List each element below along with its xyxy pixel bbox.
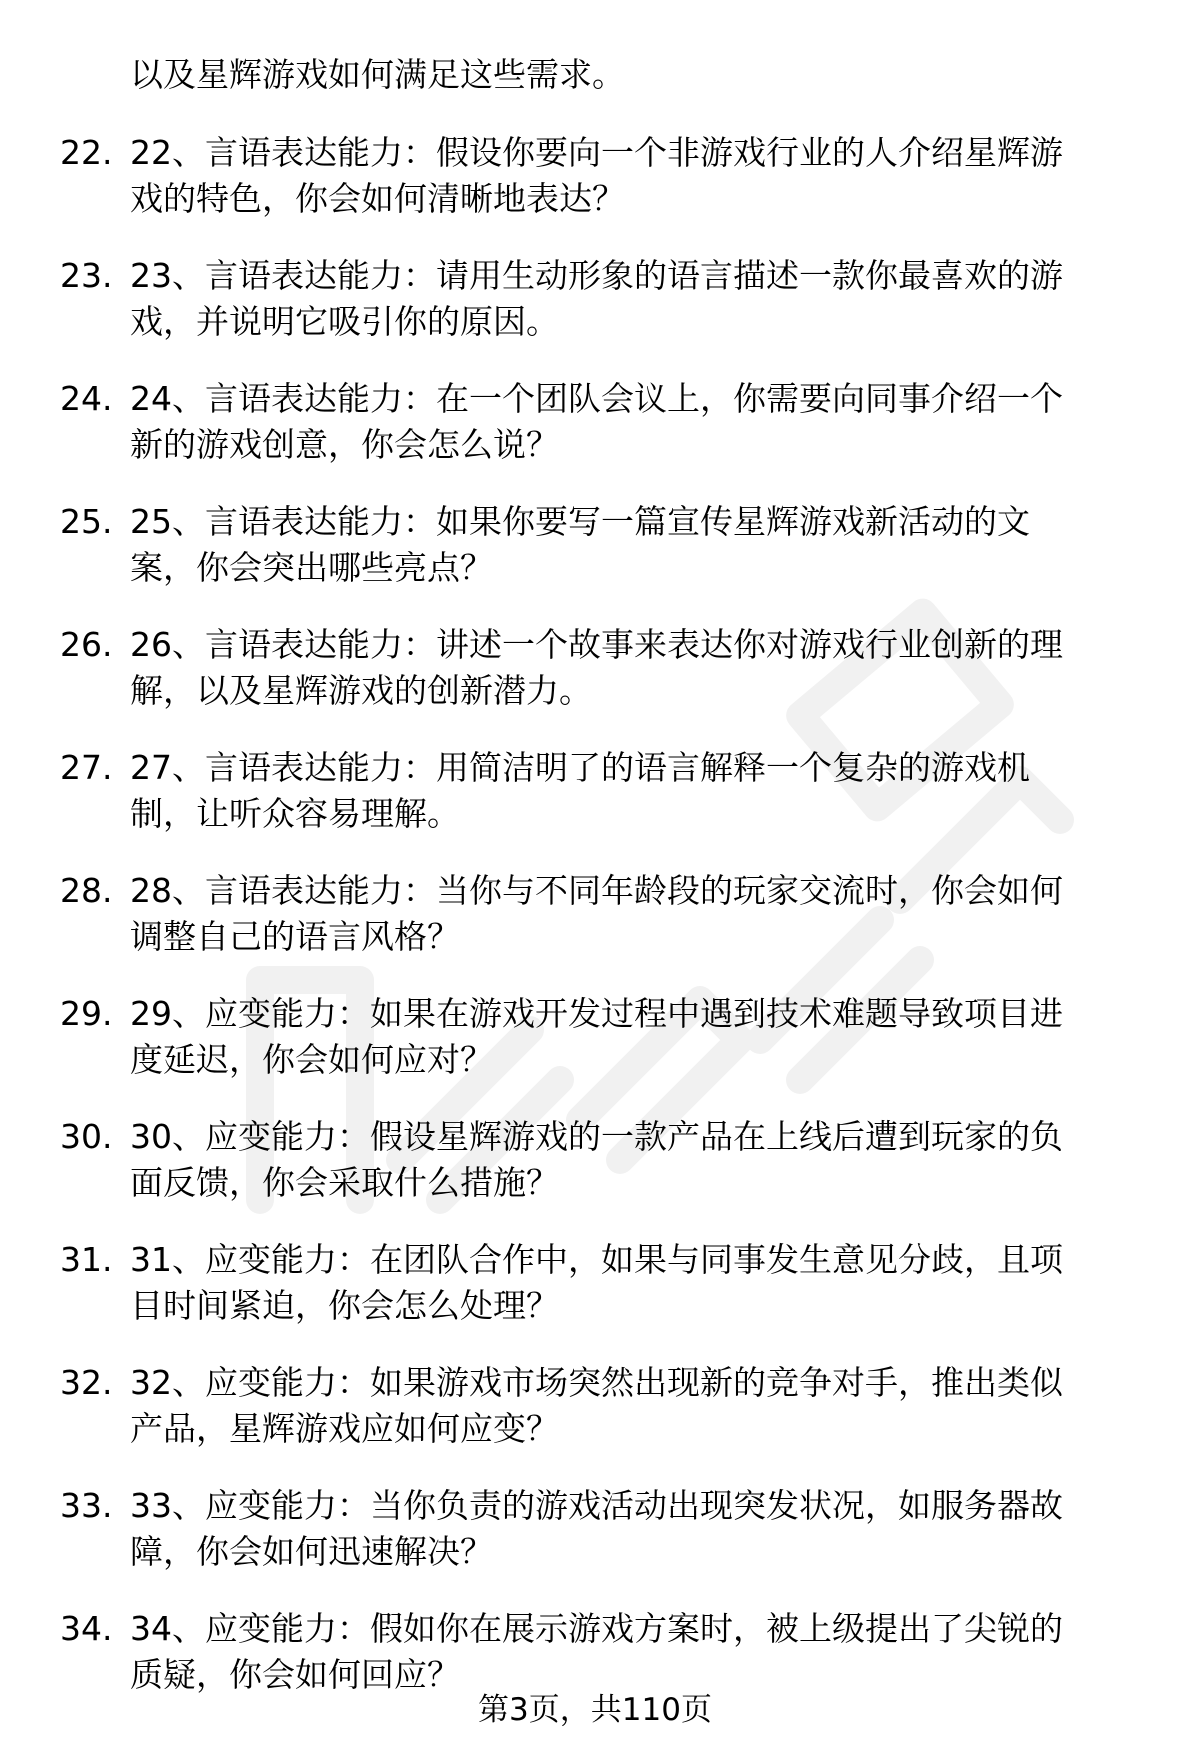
list-item [60,868,1160,991]
question-text: 29、应变能力：如果在游戏开发过程中遇到技术难题导致项目进 度延迟，你会如何应对？ [130,994,1063,1079]
question-number: 33. [60,1486,113,1525]
question-text: 30、应变能力：假设星辉游戏的一款产品在上线后遭到玩家的负 面反馈，你会采取什么措施？ [130,1117,1063,1202]
question-number: 22. [60,133,113,172]
question-text: 33、应变能力：当你负责的游戏活动出现突发状况，如服务器故 障，你会如何迅速解决？ [130,1486,1063,1571]
question-list [60,130,1160,1729]
list-item [60,499,1160,622]
list-item [60,130,1160,253]
question-text: 34、应变能力：假如你在展示游戏方案时，被上级提出了尖锐的 质疑，你会如何回应？ [130,1609,1063,1694]
question-number: 24. [60,379,113,418]
question-number: 28. [60,871,113,910]
question-number: 23. [60,256,113,295]
continuation-text: 以及星辉游戏如何满足这些需求。 [130,55,625,94]
question-number: 29. [60,994,113,1033]
question-text: 32、应变能力：如果游戏市场突然出现新的竞争对手，推出类似 产品，星辉游戏应如何应变？ [130,1363,1063,1448]
question-text: 31、应变能力：在团队合作中，如果与同事发生意见分歧，且项 目时间紧迫，你会怎么处理？ [130,1240,1063,1325]
question-number: 25. [60,502,113,541]
question-text: 27、言语表达能力：用简洁明了的语言解释一个复杂的游戏机 制，让听众容易理解。 [130,748,1030,833]
question-text: 28、言语表达能力：当你与不同年龄段的玩家交流时，你会如何 调整自己的语言风格？ [130,871,1063,956]
list-item [60,991,1160,1114]
list-item [60,1483,1160,1606]
question-number: 34. [60,1609,113,1648]
question-text: 25、言语表达能力：如果你要写一篇宣传星辉游戏新活动的文 案，你会突出哪些亮点？ [130,502,1030,587]
list-item [60,253,1160,376]
page-footer: 第3页，共110页 [478,1692,712,1728]
question-number: 27. [60,748,113,787]
list-item [60,376,1160,499]
question-text: 23、言语表达能力：请用生动形象的语言描述一款你最喜欢的游 戏，并说明它吸引你的原因。 [130,256,1063,341]
question-number: 31. [60,1240,113,1279]
list-item [60,1237,1160,1360]
list-item [60,1360,1160,1483]
question-text: 22、言语表达能力：假设你要向一个非游戏行业的人介绍星辉游 戏的特色，你会如何清晰地表达？ [130,133,1063,218]
list-item [60,745,1160,868]
question-number: 32. [60,1363,113,1402]
question-text: 24、言语表达能力：在一个团队会议上，你需要向同事介绍一个 新的游戏创意，你会怎么说？ [130,379,1063,464]
question-number: 30. [60,1117,113,1156]
list-item [60,622,1160,745]
question-number: 26. [60,625,113,664]
list-item [60,1114,1160,1237]
question-text: 26、言语表达能力：讲述一个故事来表达你对游戏行业创新的理 解，以及星辉游戏的创新潜力。 [130,625,1063,710]
